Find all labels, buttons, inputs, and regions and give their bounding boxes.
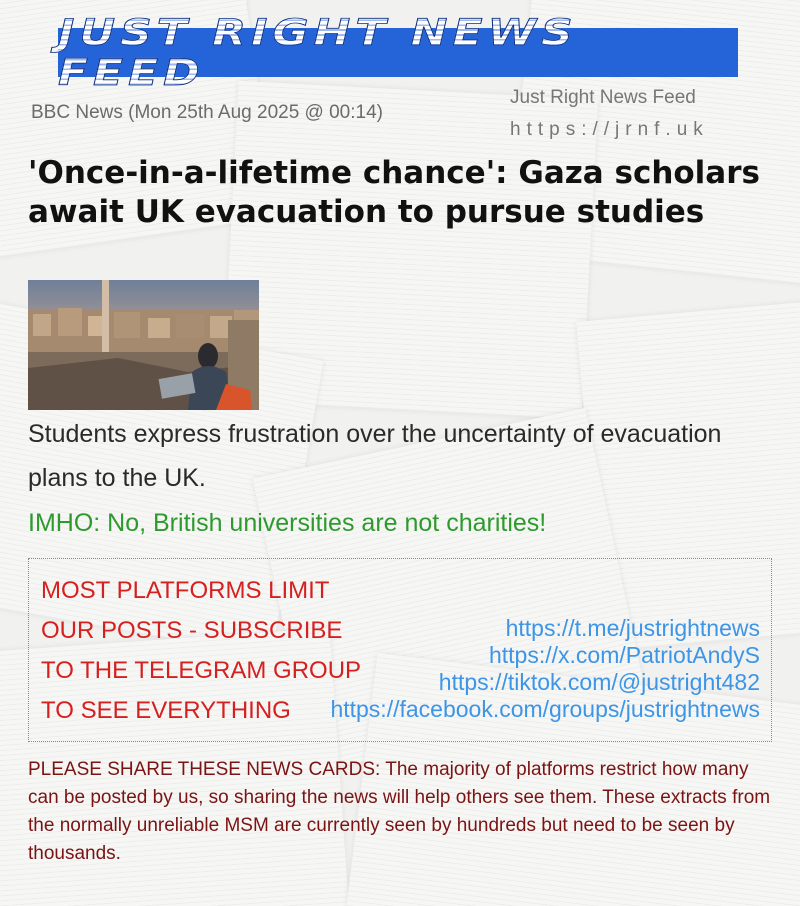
editor-opinion: IMHO: No, British universities are not charities! (28, 509, 547, 537)
article-headline: 'Once-in-a-lifetime chance': Gaza scholars await UK evacuation to pursue studies (28, 155, 760, 230)
subscribe-notice (41, 571, 361, 731)
brand-title: JUST RIGHT NEWS FEED (58, 12, 738, 92)
source-line: BBC News (Mon 25th Aug 2025 @ 00:14) (31, 102, 383, 123)
x-link[interactable]: https://x.com/PatriotAndyS (488, 642, 760, 668)
notice-line: MOST PLATFORMS LIMIT (41, 577, 330, 604)
site-url[interactable]: https://jrnf.uk (510, 119, 709, 140)
notice-line: OUR POSTS - SUBSCRIBE (41, 617, 343, 644)
social-links (330, 615, 760, 723)
facebook-link[interactable]: https://facebook.com/groups/justrightnews (330, 696, 760, 722)
telegram-link[interactable]: https://t.me/justrightnews (505, 615, 760, 641)
notice-line: TO THE TELEGRAM GROUP (41, 657, 362, 684)
site-name: Just Right News Feed (510, 87, 696, 108)
article-summary: Students express frustration over the uncertainty of evacuation plans to the UK. (28, 420, 722, 492)
brand-banner (58, 11, 738, 94)
tiktok-link[interactable]: https://tiktok.com/@justright482 (438, 669, 760, 695)
subscribe-box (28, 558, 772, 742)
share-notice: PLEASE SHARE THESE NEWS CARDS: The majority of platforms restrict how many can be posted by us, so sharing the news will help others see them. These extracts from the normally unreliable MSM are currently seen by hundreds but need to be seen by thousands. (28, 759, 771, 864)
notice-line: TO SEE EVERYTHING (41, 697, 291, 724)
article-photo (28, 280, 259, 410)
